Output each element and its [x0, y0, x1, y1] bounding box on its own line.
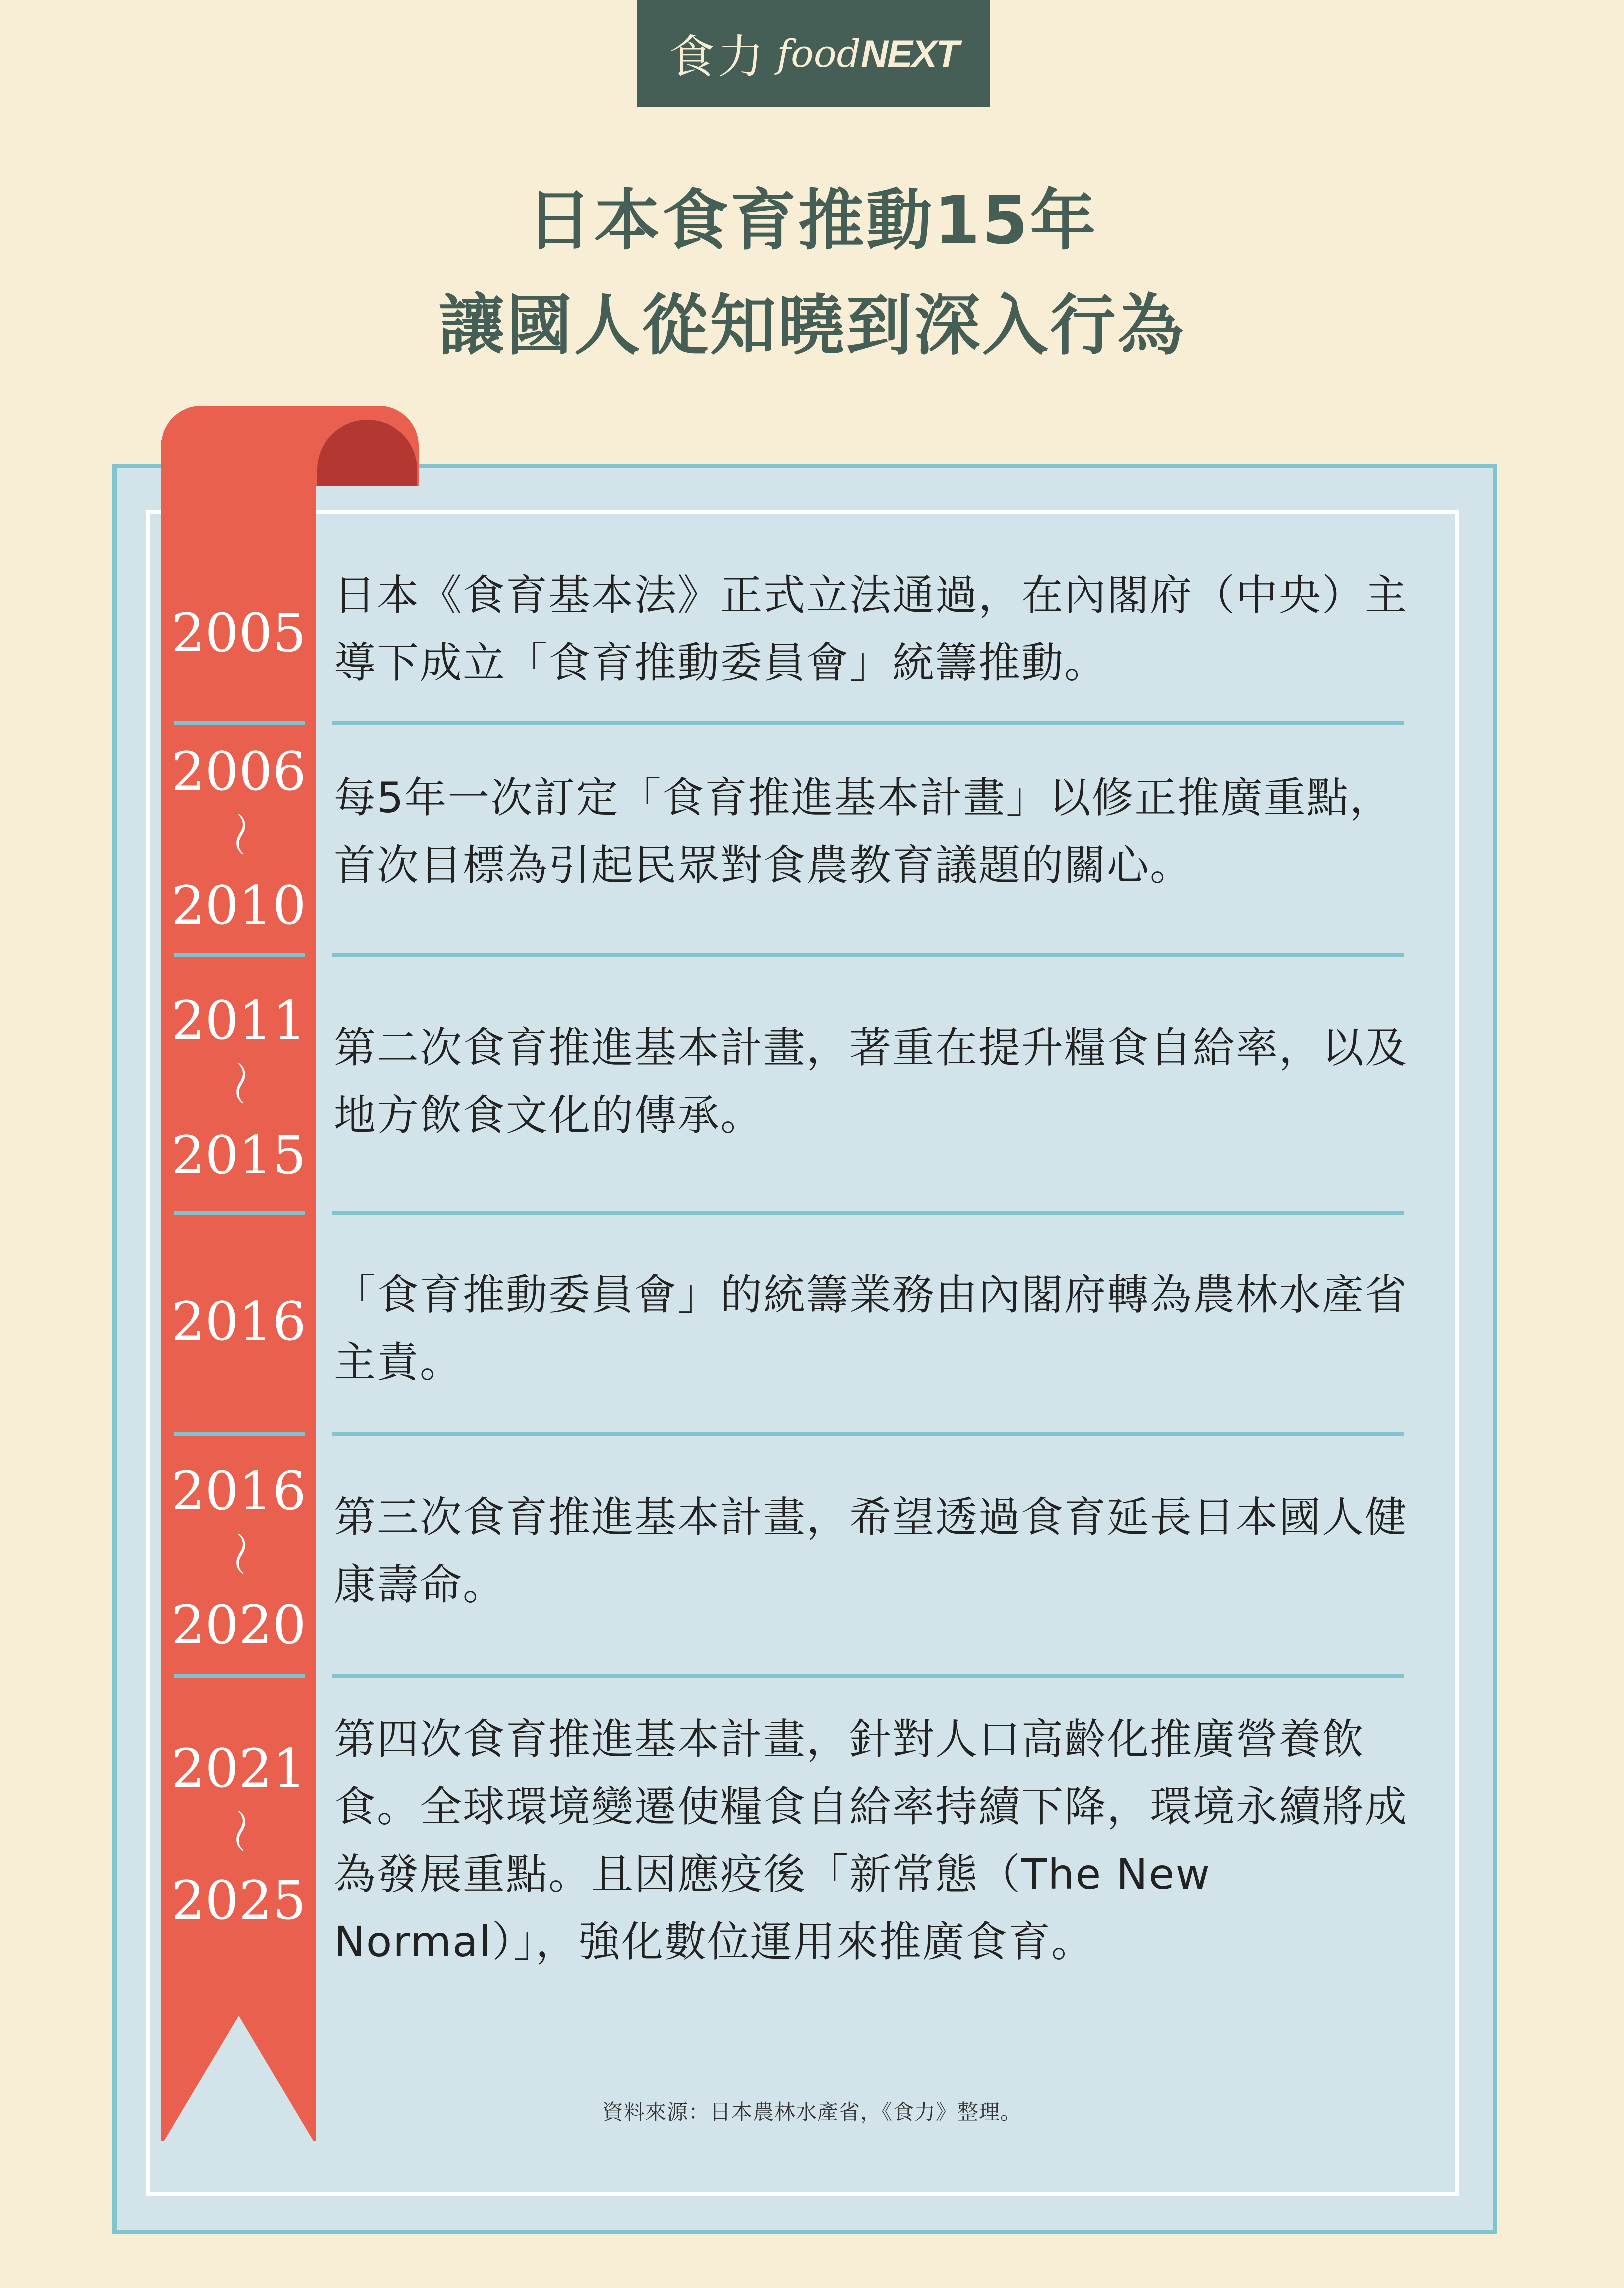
timeline-item-2-text: 每5年一次訂定「食育推進基本計畫」以修正推廣重點，首次目標為引起民眾對食農教育議題的關心。: [334, 773, 1393, 890]
source-note: 資料來源：日本農林水產省，《食力》整理。: [602, 2100, 1022, 2124]
timeline-item-6-text: 第四次食育推進基本計畫，針對人口高齡化推廣營養飲食。全球環境變遷使糧食自給率持續下降，環境永續將成為發展重點。且因應疫後「新常態（The New Normal）」，強化數位運用來推廣食育。: [334, 1715, 1408, 1966]
divider: [332, 1674, 1404, 1678]
divider: [332, 1432, 1404, 1436]
divider: [332, 953, 1404, 957]
logo-food: food: [777, 31, 861, 76]
divider: [174, 953, 305, 957]
page-title-line1: 日本食育推動15年: [526, 182, 1098, 259]
year-end: 2020: [171, 1594, 306, 1656]
timeline-item-4-text: 「食育推動委員會」的統籌業務由內閣府轉為農林水產省主責。: [334, 1270, 1408, 1387]
logo-cn: 食力: [668, 30, 767, 84]
year-start: 2021: [171, 1738, 306, 1799]
divider: [174, 721, 305, 725]
ribbon-tail-notch: [161, 2016, 316, 2146]
divider: [174, 1211, 305, 1215]
range-tilde: 〜: [213, 1061, 265, 1106]
year-start: 2006: [171, 741, 306, 802]
logo-next: NEXT: [861, 32, 958, 75]
timeline-item-1-text: 日本《食育基本法》正式立法通過，在內閣府（中央）主導下成立「食育推動委員會」統籌推動。: [334, 571, 1408, 687]
brand-logo: [637, 0, 990, 107]
year-2016: 2016: [171, 1291, 306, 1352]
range-tilde: 〜: [213, 1531, 265, 1576]
year-2005: 2005: [171, 602, 306, 664]
year-end: 2015: [171, 1125, 306, 1186]
divider: [332, 1211, 1404, 1215]
divider: [174, 1432, 305, 1436]
page-title-line2: 讓國人從知曉到深入行為: [438, 287, 1186, 364]
timeline-item-3-text: 第二次食育推進基本計畫，著重在提升糧食自給率，以及地方飲食文化的傳承。: [334, 1023, 1408, 1140]
timeline-item-5-text: 第三次食育推進基本計畫，希望透過食育延長日本國人健康壽命。: [334, 1493, 1408, 1609]
range-tilde: 〜: [213, 1808, 265, 1853]
divider: [174, 1674, 305, 1678]
year-start: 2011: [171, 990, 306, 1051]
logo-en: [777, 31, 958, 76]
range-tilde: 〜: [213, 812, 265, 857]
year-end: 2010: [171, 875, 306, 936]
divider: [332, 721, 1404, 725]
year-start: 2016: [171, 1460, 306, 1522]
year-end: 2025: [171, 1870, 306, 1931]
